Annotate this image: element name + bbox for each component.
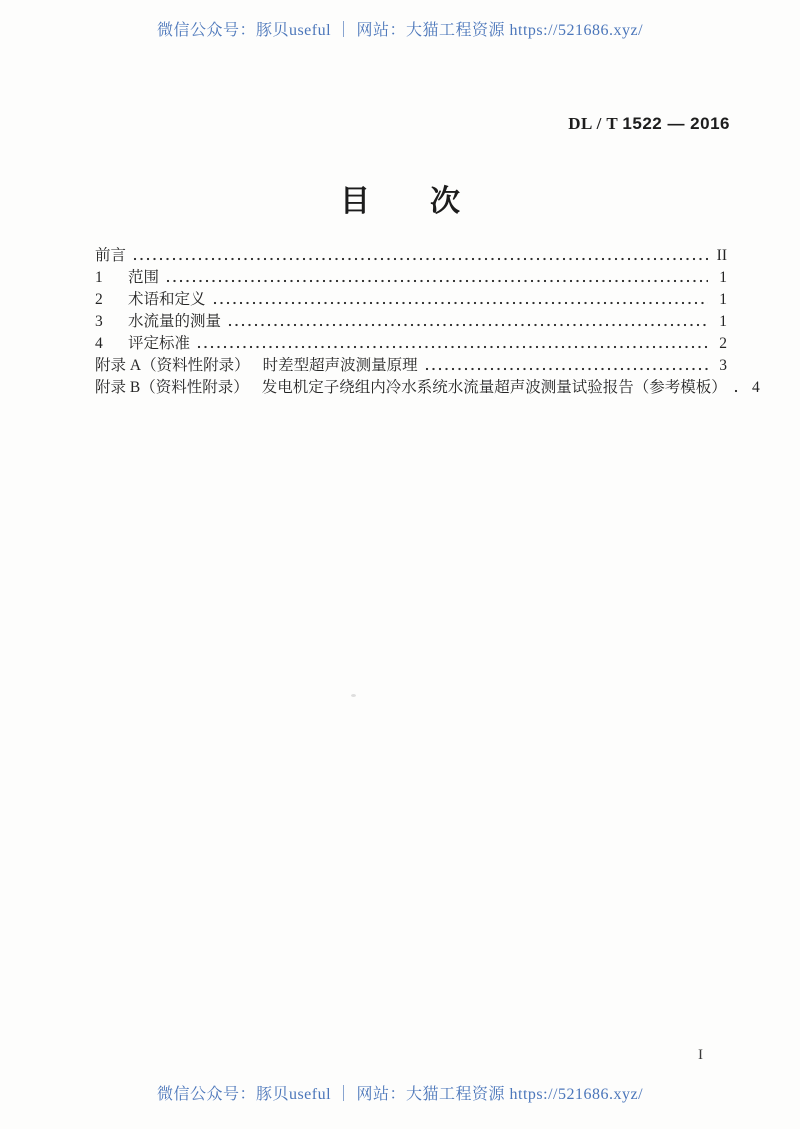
toc-page-number: 1 <box>719 269 727 286</box>
toc-entry-title: 评定标准 <box>128 335 191 352</box>
toc-page-number: II <box>716 247 727 264</box>
dot-leader <box>733 377 741 399</box>
standard-code-number: 1522 — 2016 <box>622 114 730 133</box>
toc-entry-title: 时差型超声波测量原理 <box>262 357 418 374</box>
dot-leader <box>424 355 708 377</box>
toc-page-number: 4 <box>751 379 760 396</box>
toc-entry <box>95 311 727 333</box>
toc-entry <box>95 377 760 399</box>
scan-artifact-speck <box>351 694 356 697</box>
dot-leader <box>132 245 708 267</box>
toc-page-number: 1 <box>719 313 727 330</box>
toc-entry-title: 范围 <box>128 269 160 286</box>
standard-code <box>568 114 730 134</box>
toc-entry-appendix-label: 附录 B（资料性附录） <box>95 379 249 396</box>
toc-page-number: 1 <box>719 291 727 308</box>
page-title: 目 次 <box>340 185 460 218</box>
toc-entry <box>95 245 727 267</box>
toc-entry-number: 4 <box>95 335 103 352</box>
toc-entry <box>95 289 727 311</box>
footer-page-number: I <box>698 1047 703 1063</box>
toc-entry <box>95 333 727 355</box>
watermark-bottom: 微信公众号：豚贝useful ｜ 网站：大猫工程资源 https://521686.xyz/ <box>156 1086 644 1103</box>
toc-entry-number: 1 <box>95 269 103 286</box>
toc-entry-appendix-label: 附录 A（资料性附录） <box>95 357 250 374</box>
toc-entry-title: 发电机定子绕组内冷水系统水流量超声波测量试验报告（参考模板） <box>261 379 727 396</box>
dot-leader <box>212 289 708 311</box>
toc-entry <box>95 355 727 377</box>
table-of-contents <box>95 245 760 399</box>
toc-page-number: 3 <box>719 357 727 374</box>
toc-entry-title: 前言 <box>95 247 127 264</box>
toc-entry-title: 术语和定义 <box>128 291 206 308</box>
toc-entry-title: 水流量的测量 <box>128 313 222 330</box>
watermark-top: 微信公众号：豚贝useful ｜ 网站：大猫工程资源 https://521686.xyz/ <box>156 22 644 39</box>
toc-page-number: 2 <box>719 335 727 352</box>
toc-entry-number: 3 <box>95 313 103 330</box>
dot-leader <box>196 333 708 355</box>
toc-entry <box>95 267 727 289</box>
dot-leader <box>227 311 708 333</box>
standard-code-prefix: DL / T <box>568 114 619 133</box>
toc-entry-number: 2 <box>95 291 103 308</box>
dot-leader <box>165 267 708 289</box>
